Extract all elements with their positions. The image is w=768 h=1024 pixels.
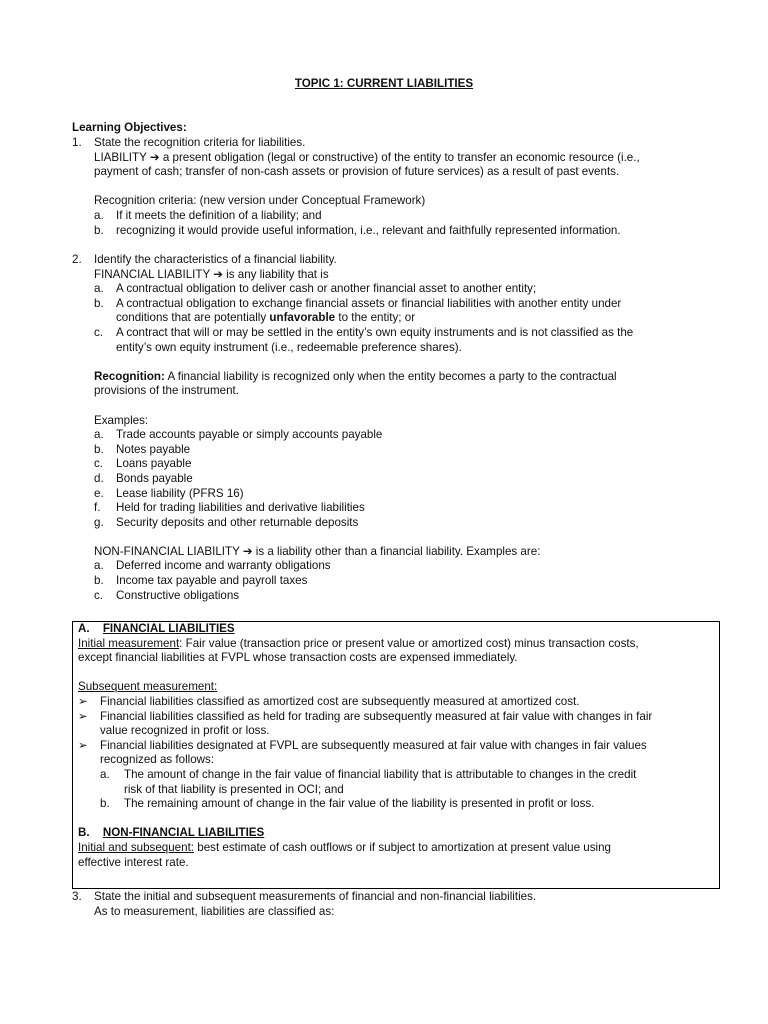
- recognition-text-line-2: provisions of the instrument.: [94, 384, 239, 398]
- initial-measurement-text-1: : Fair value (transaction price or present value or amortized cost) minus transaction costs,: [179, 636, 639, 650]
- list-item-text: If it meets the definition of a liability; and: [116, 208, 322, 222]
- list-item-text: Financial liabilities classified as amortized cost are subsequently measured at amortized cost.: [100, 694, 580, 708]
- list-item: [100, 768, 714, 783]
- list-letter: a.: [94, 282, 104, 296]
- list-letter: a.: [94, 208, 104, 222]
- list-item-text: Financial liabilities designated at FVPL are subsequently measured at fair value with changes in fair values: [100, 738, 647, 752]
- objective-text: State the recognition criteria for liabilities.: [94, 136, 306, 149]
- list-item-text: value recognized in profit or loss.: [100, 724, 270, 738]
- list-letter: c.: [94, 588, 104, 602]
- list-item-text: to the entity; or: [338, 311, 416, 325]
- section-letter: B.: [78, 826, 90, 840]
- list-item: [94, 443, 720, 458]
- list-item: [94, 224, 720, 239]
- initial-and-subsequent-text-1: best estimate of cash outflows or if subject to amortization at present value using: [197, 840, 611, 854]
- list-letter: a.: [94, 428, 104, 442]
- list-item: [78, 739, 714, 754]
- non-financial-liability-term: NON-FINANCIAL LIABILITY: [94, 544, 240, 558]
- objective-2: [72, 253, 720, 603]
- initial-and-subsequent-label: Initial and subsequent:: [78, 840, 195, 854]
- list-letter: c.: [94, 457, 104, 471]
- objective-text: State the initial and subsequent measurements of financial and non-financial liabilities.: [94, 890, 537, 903]
- initial-measurement-text-2: except financial liabilities at FVPL whose transaction costs are expensed immediately.: [78, 651, 518, 665]
- objective-number: 1.: [72, 136, 82, 149]
- list-item-text: Loans payable: [116, 457, 192, 471]
- recognition-text-line-1: A financial liability is recognized only when the entity becomes a party to the contractual: [167, 369, 617, 383]
- bullet-arrow-icon: ➢: [78, 694, 88, 708]
- list-letter: g.: [94, 515, 104, 529]
- list-item: [94, 457, 720, 472]
- arrow-icon: ➔: [213, 267, 223, 281]
- list-item-text: Lease liability (PFRS 16): [116, 486, 244, 500]
- emphasis-text: unfavorable: [269, 311, 336, 325]
- list-item-text: risk of that liability is presented in OCI; and: [124, 782, 344, 796]
- list-item-text: Financial liabilities classified as held for trading are subsequently measured at fair value with changes in fair: [100, 709, 653, 723]
- list-item-text: Security deposits and other returnable deposits: [116, 515, 359, 529]
- list-item-text: Held for trading liabilities and derivative liabilities: [116, 501, 365, 515]
- list-letter: a.: [94, 559, 104, 573]
- list-item: [94, 487, 720, 502]
- objective-subtext: As to measurement, liabilities are classified as:: [94, 904, 335, 918]
- arrow-icon: ➔: [242, 544, 253, 558]
- section-heading-non-financial: NON-FINANCIAL LIABILITIES: [102, 826, 265, 840]
- list-item: [94, 297, 720, 312]
- list-letter: e.: [94, 486, 104, 500]
- list-letter: b.: [94, 296, 104, 310]
- objective-number: 3.: [72, 890, 82, 903]
- list-letter: d.: [94, 471, 104, 485]
- objective-3: [72, 890, 720, 919]
- list-item-text: Bonds payable: [116, 471, 193, 485]
- list-letter: b.: [100, 797, 110, 811]
- section-heading-financial: FINANCIAL LIABILITIES: [102, 622, 235, 635]
- liability-definition-line-1: a present obligation (legal or constructive) of the entity to transfer an economic resource (i.e.,: [162, 150, 640, 164]
- list-item: [94, 209, 720, 224]
- list-letter: b.: [94, 223, 104, 237]
- list-letter: b.: [94, 442, 104, 456]
- list-item: [94, 589, 720, 604]
- list-item-text: A contractual obligation to exchange financial assets or financial liabilities with another entity under: [116, 296, 622, 310]
- list-item-text: A contract that will or may be settled in the entity’s own equity instruments and is not classified as the: [116, 325, 634, 339]
- list-item-text: recognized as follows:: [100, 753, 215, 767]
- measurement-box: [72, 621, 720, 889]
- list-item-text: Income tax payable and payroll taxes: [116, 574, 308, 588]
- list-item: [94, 326, 720, 341]
- list-letter: b.: [94, 574, 104, 588]
- list-letter: c.: [94, 325, 104, 339]
- recognition-label: Recognition:: [94, 369, 165, 383]
- initial-and-subsequent-text-2: effective interest rate.: [78, 855, 189, 869]
- list-item-text: entity’s own equity instrument (i.e., redeemable preference shares).: [116, 340, 462, 354]
- list-letter: f.: [94, 501, 101, 515]
- list-item: [94, 501, 720, 516]
- liability-term: LIABILITY: [94, 150, 147, 164]
- objective-1: [72, 136, 720, 238]
- non-financial-liability-definition: is a liability other than a financial liability. Examples are:: [255, 544, 541, 558]
- list-item-text: The amount of change in the fair value of financial liability that is attributable to changes in the credit: [124, 767, 637, 781]
- list-item-text: recognizing it would provide useful information, i.e., relevant and faithfully represented information.: [116, 223, 621, 237]
- list-item: [78, 710, 714, 725]
- list-item: [94, 472, 720, 487]
- list-item-text: conditions that are potentially: [116, 311, 267, 325]
- list-item-text: A contractual obligation to deliver cash or another financial asset to another entity;: [116, 282, 537, 296]
- bullet-arrow-icon: ➢: [78, 738, 88, 752]
- financial-liability-definition: is any liability that is: [226, 267, 329, 281]
- section-letter: A.: [78, 622, 90, 635]
- list-item-text: Trade accounts payable or simply accounts payable: [116, 428, 383, 442]
- bullet-arrow-icon: ➢: [78, 709, 88, 723]
- list-letter: a.: [100, 767, 110, 781]
- list-item: [94, 574, 720, 589]
- arrow-icon: ➔: [149, 150, 160, 164]
- initial-measurement-label: Initial measurement: [78, 636, 180, 650]
- list-item: [94, 559, 720, 574]
- list-item: [94, 428, 720, 443]
- list-item-text: Constructive obligations: [116, 588, 240, 602]
- subsequent-measurement-label: Subsequent measurement:: [78, 680, 218, 694]
- criteria-heading: Recognition criteria: (new version under Conceptual Framework): [94, 194, 426, 208]
- list-item: [94, 516, 720, 531]
- objective-text: Identify the characteristics of a financial liability.: [94, 253, 337, 266]
- learning-objectives-heading: Learning Objectives:: [72, 121, 187, 134]
- page-title: TOPIC 1: CURRENT LIABILITIES: [294, 77, 474, 90]
- list-item-text: Deferred income and warranty obligations: [116, 559, 331, 573]
- examples-heading: Examples:: [94, 413, 149, 427]
- financial-liability-term: FINANCIAL LIABILITY: [94, 267, 210, 281]
- list-item: [100, 797, 714, 812]
- liability-definition-line-2: payment of cash; transfer of non-cash assets or provision of future services) as a result of past events.: [94, 165, 620, 179]
- list-item: [94, 282, 720, 297]
- list-item-text: The remaining amount of change in the fair value of the liability is presented in profit or loss.: [124, 797, 595, 811]
- list-item-text: Notes payable: [116, 442, 191, 456]
- list-item: [78, 695, 714, 710]
- objective-number: 2.: [72, 253, 82, 266]
